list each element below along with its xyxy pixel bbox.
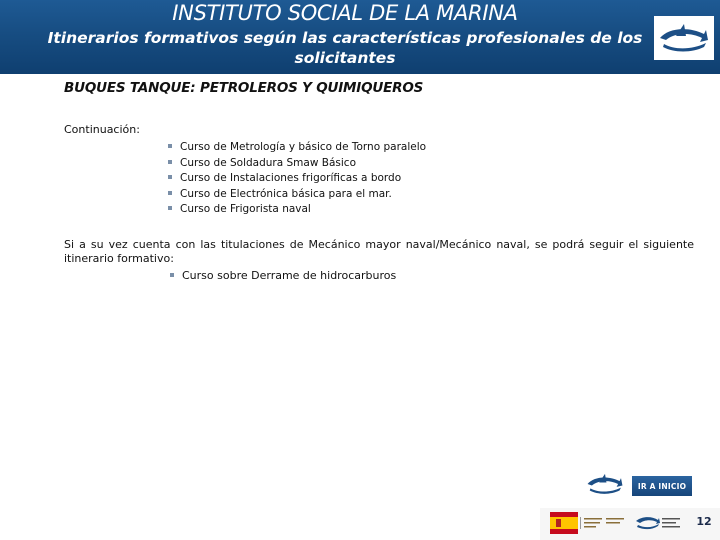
course-label: Curso de Soldadura Smaw Básico — [180, 156, 356, 169]
course-list — [168, 141, 426, 219]
section-heading: BUQUES TANQUE: PETROLEROS Y QUIMIQUEROS — [64, 80, 424, 96]
go-home-button[interactable]: IR A INICIO — [632, 476, 692, 496]
page-title: INSTITUTO SOCIAL DE LA MARINA — [172, 1, 518, 25]
page-subtitle: Itinerarios formativos según las características profesionales de los solicitantes — [47, 29, 643, 67]
extra-course-label: Curso sobre Derrame de hidrocarburos — [182, 269, 397, 282]
ism-logo-icon — [654, 16, 714, 60]
extra-course-item — [170, 269, 396, 282]
list-item — [168, 157, 426, 173]
spain-flag-icon — [550, 512, 578, 534]
ism-footer-logo-icon — [634, 512, 684, 534]
ministry-logo-icon — [580, 515, 628, 531]
list-item — [168, 188, 426, 204]
course-label: Curso de Electrónica básica para el mar. — [180, 187, 392, 200]
page-number: 12 — [696, 515, 712, 528]
bullet-icon — [168, 160, 172, 164]
ism-small-logo-icon — [583, 468, 627, 500]
header-banner — [0, 0, 720, 74]
bullet-icon — [168, 191, 172, 195]
continuation-label: Continuación: — [64, 123, 140, 136]
course-label: Curso de Frigorista naval — [180, 203, 311, 215]
bullet-icon — [168, 175, 172, 179]
list-item — [168, 172, 426, 188]
itinerary-paragraph: Si a su vez cuenta con las titulaciones de Mecánico mayor naval/Mecánico naval, se podrá seguir el siguiente itinerario formativo: — [64, 238, 694, 265]
course-label: Curso de Instalaciones frigoríficas a bordo — [180, 172, 402, 184]
bullet-icon — [170, 273, 174, 277]
bullet-icon — [168, 144, 172, 148]
bullet-icon — [168, 206, 172, 210]
list-item — [168, 141, 426, 157]
ism-logo — [654, 16, 714, 60]
course-label: Curso de Metrología y básico de Torno paralelo — [180, 141, 427, 153]
list-item — [168, 203, 426, 219]
